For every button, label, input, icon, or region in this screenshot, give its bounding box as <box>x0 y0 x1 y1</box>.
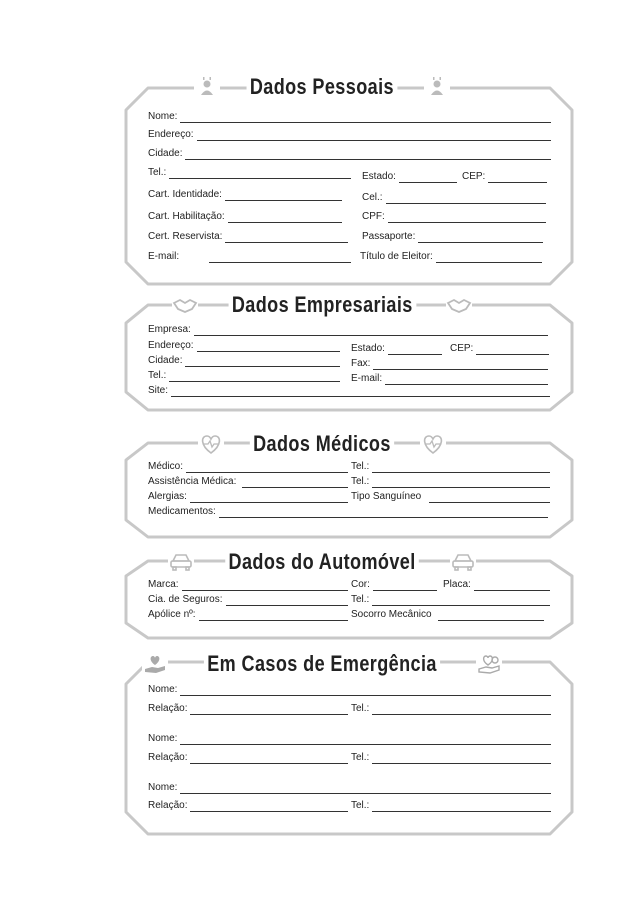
car-icon <box>450 551 476 573</box>
field-label: Cidade: <box>148 355 183 366</box>
fill-line[interactable] <box>186 461 348 473</box>
field-label: Título de Eleitor: <box>360 251 433 262</box>
fill-line[interactable] <box>169 370 340 382</box>
helping-hands-icon <box>476 653 502 675</box>
field-label: Alergias: <box>148 491 187 502</box>
field-emerg-tel-2[interactable] <box>351 752 551 764</box>
field-label: Tel.: <box>148 370 167 381</box>
field-socorro[interactable] <box>351 609 544 621</box>
field-sangue[interactable] <box>351 491 550 503</box>
heartbeat-icon <box>198 433 224 455</box>
fill-line[interactable] <box>225 189 342 201</box>
field-emerg-relacao-2[interactable] <box>148 752 348 764</box>
field-label: Empresa: <box>148 324 191 335</box>
field-emp-fax[interactable] <box>351 358 548 370</box>
fill-line[interactable] <box>182 579 348 591</box>
field-cpf[interactable] <box>362 211 546 223</box>
field-label: Relação: <box>148 752 188 763</box>
field-medico[interactable] <box>148 461 348 473</box>
heartbeat-icon <box>420 433 446 455</box>
fill-line[interactable] <box>228 211 342 223</box>
field-seguros[interactable] <box>148 594 348 606</box>
field-label: Tel.: <box>351 800 370 811</box>
fill-line[interactable] <box>190 800 348 812</box>
field-label: Nome: <box>148 684 178 695</box>
field-emerg-nome-3[interactable] <box>148 782 551 794</box>
fill-line[interactable] <box>388 343 442 355</box>
field-emp-cep[interactable] <box>450 343 549 355</box>
field-label: Relação: <box>148 800 188 811</box>
section-title: Dados Empresariais <box>228 292 415 318</box>
fill-line[interactable] <box>225 231 348 243</box>
field-med-tel2[interactable] <box>351 476 550 488</box>
fill-line[interactable] <box>209 251 351 263</box>
fill-line[interactable] <box>373 579 437 591</box>
field-label: Relação: <box>148 703 188 714</box>
field-apolice[interactable] <box>148 609 348 621</box>
field-label: CPF: <box>362 211 385 222</box>
fill-line[interactable] <box>226 594 349 606</box>
fill-line[interactable] <box>399 171 457 183</box>
field-label: Endereço: <box>148 340 194 351</box>
field-label: Cor: <box>351 579 370 590</box>
field-label: CEP: <box>462 171 486 182</box>
field-emerg-tel-1[interactable] <box>351 703 551 715</box>
field-emp-cidade[interactable] <box>148 355 340 367</box>
field-label: Médico: <box>148 461 184 472</box>
title-medicos <box>0 431 644 457</box>
fill-line[interactable] <box>180 111 551 123</box>
fill-line[interactable] <box>180 733 551 745</box>
fill-line[interactable] <box>190 703 348 715</box>
field-estado[interactable] <box>362 171 457 183</box>
field-label: Tel.: <box>351 461 370 472</box>
fill-line[interactable] <box>372 476 550 488</box>
field-label: Nome: <box>148 733 178 744</box>
fill-line[interactable] <box>197 340 340 352</box>
field-label: Marca: <box>148 579 179 590</box>
field-label: Tel.: <box>351 703 370 714</box>
car-icon <box>168 551 194 573</box>
fill-line[interactable] <box>190 491 348 503</box>
helping-hands-icon <box>142 653 168 675</box>
person-icon <box>194 76 220 98</box>
field-label: Cidade: <box>148 148 183 159</box>
title-empresariais <box>0 292 644 318</box>
fill-line[interactable] <box>429 491 550 503</box>
field-label: CEP: <box>450 343 474 354</box>
fill-line[interactable] <box>169 167 351 179</box>
field-emerg-relacao-3[interactable] <box>148 800 348 812</box>
field-label: Tipo Sanguíneo <box>351 491 422 502</box>
field-assistencia[interactable] <box>148 476 348 488</box>
field-habilitacao[interactable] <box>148 211 342 223</box>
fill-line[interactable] <box>388 211 546 223</box>
fill-line[interactable] <box>185 148 551 160</box>
fill-line[interactable] <box>372 461 550 473</box>
fill-line[interactable] <box>372 703 551 715</box>
field-label: Placa: <box>443 579 471 590</box>
section-title: Dados do Automóvel <box>225 549 419 575</box>
fill-line[interactable] <box>194 324 548 336</box>
field-endereco[interactable] <box>148 129 551 141</box>
field-empresa[interactable] <box>148 324 548 336</box>
fill-line[interactable] <box>488 171 547 183</box>
field-emp-tel[interactable] <box>148 370 340 382</box>
fill-line[interactable] <box>197 129 551 141</box>
fill-line[interactable] <box>180 684 551 696</box>
fill-line[interactable] <box>171 385 550 397</box>
field-nome[interactable] <box>148 111 551 123</box>
section-title: Dados Médicos <box>250 431 394 457</box>
fill-line[interactable] <box>474 579 550 591</box>
field-label: Tel.: <box>148 167 167 178</box>
field-label: Medicamentos: <box>148 506 216 517</box>
field-label: Cia. de Seguros: <box>148 594 223 605</box>
field-identidade[interactable] <box>148 189 342 201</box>
field-emp-site[interactable] <box>148 385 550 397</box>
fill-line[interactable] <box>385 373 548 385</box>
field-tel[interactable] <box>148 167 351 179</box>
fill-line[interactable] <box>418 231 543 243</box>
field-passaporte[interactable] <box>362 231 543 243</box>
fill-line[interactable] <box>476 343 549 355</box>
title-automovel <box>0 549 644 575</box>
fill-line[interactable] <box>386 192 546 204</box>
field-label: Cel.: <box>362 192 383 203</box>
field-label: Tel.: <box>351 476 370 487</box>
fill-line[interactable] <box>219 506 548 518</box>
field-cidade[interactable] <box>148 148 551 160</box>
field-email[interactable] <box>148 251 351 263</box>
field-emerg-relacao-1[interactable] <box>148 703 348 715</box>
fill-line[interactable] <box>372 752 551 764</box>
field-emerg-tel-3[interactable] <box>351 800 551 812</box>
field-titulo[interactable] <box>360 251 542 263</box>
field-cor[interactable] <box>351 579 437 591</box>
field-label: Estado: <box>351 343 385 354</box>
fill-line[interactable] <box>185 355 340 367</box>
title-emergencia <box>0 651 644 677</box>
section-title: Em Casos de Emergência <box>204 651 440 677</box>
fill-line[interactable] <box>199 609 348 621</box>
field-label: Tel.: <box>351 752 370 763</box>
section-title: Dados Pessoais <box>247 74 398 100</box>
fill-line[interactable] <box>180 782 551 794</box>
field-emerg-nome-1[interactable] <box>148 684 551 696</box>
field-label: Site: <box>148 385 169 396</box>
field-label: Fax: <box>351 358 371 369</box>
handshake-icon <box>446 294 472 316</box>
field-label: Socorro Mecânico <box>351 609 432 620</box>
field-label: Cart. Identidade: <box>148 189 222 200</box>
field-alergias[interactable] <box>148 491 348 503</box>
field-label: E-mail: <box>351 373 383 384</box>
field-med-tel1[interactable] <box>351 461 550 473</box>
fill-line[interactable] <box>373 358 548 370</box>
field-label: Endereço: <box>148 129 194 140</box>
field-label: Nome: <box>148 111 178 122</box>
field-emp-estado[interactable] <box>351 343 442 355</box>
field-reservista[interactable] <box>148 231 348 243</box>
fill-line[interactable] <box>190 752 348 764</box>
field-marca[interactable] <box>148 579 348 591</box>
frame-medicos <box>126 443 572 537</box>
field-placa[interactable] <box>443 579 550 591</box>
field-cel[interactable] <box>362 192 546 204</box>
field-label: Assistência Médica: <box>148 476 237 487</box>
field-emp-endereco[interactable] <box>148 340 340 352</box>
title-pessoais <box>0 74 644 100</box>
field-label: Cart. Habilitação: <box>148 211 225 222</box>
field-label: Tel.: <box>351 594 370 605</box>
field-label: Nome: <box>148 782 178 793</box>
fill-line[interactable] <box>372 800 551 812</box>
field-cep[interactable] <box>462 171 547 183</box>
fill-line[interactable] <box>438 609 544 621</box>
person-icon <box>424 76 450 98</box>
field-label: Passaporte: <box>362 231 416 242</box>
field-emerg-nome-2[interactable] <box>148 733 551 745</box>
field-auto-tel[interactable] <box>351 594 550 606</box>
field-label: E-mail: <box>148 251 180 262</box>
fill-line[interactable] <box>372 594 550 606</box>
field-label: Cert. Reservista: <box>148 231 223 242</box>
field-label: Apólice nº: <box>148 609 196 620</box>
field-medicamentos[interactable] <box>148 506 548 518</box>
field-emp-email[interactable] <box>351 373 548 385</box>
handshake-icon <box>172 294 198 316</box>
fill-line[interactable] <box>242 476 348 488</box>
field-label: Estado: <box>362 171 396 182</box>
fill-line[interactable] <box>436 251 542 263</box>
